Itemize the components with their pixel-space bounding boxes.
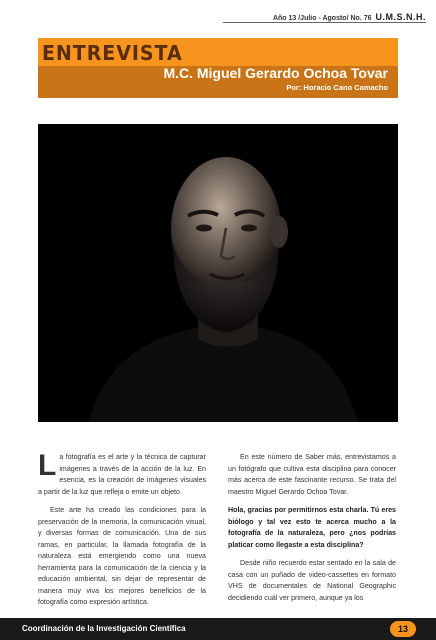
- section-title: ENTREVISTA: [42, 41, 183, 65]
- portrait-illustration: [38, 124, 398, 422]
- intro-paragraph: [38, 449, 206, 498]
- interview-question: Hola, gracias por permitirnos esta charla. Tú eres biólogo y tal vez esto te acerca mucho a la fotografía de la naturaleza, pero ¿nos podrías platicar como llegaste a esta disciplina?: [228, 506, 396, 549]
- drop-cap: L: [38, 449, 57, 482]
- portrait-photo: [38, 124, 398, 422]
- interviewee-name: M.C. Miguel Gerardo Ochoa Tovar: [163, 65, 388, 81]
- page-footer: [0, 618, 436, 640]
- left-column: [38, 449, 206, 616]
- right-column: [228, 452, 396, 611]
- title-banner: [38, 38, 398, 98]
- magazine-name: U.M.S.N.H.: [375, 12, 426, 22]
- running-header: [273, 6, 426, 22]
- body-paragraph: Este arte ha creado las condiciones para la preservación de la memoria, la comunicación visual, y diversas formas de comunicación. Una de sus ramas, en particular, la llamada fotografía de la naturaleza está emergiendo como una nueva herramienta para la comunicación de la ciencia y la educación ambiental, sin dejar de representar de manera muy viva los mejores beneficios de la fotografía como expresión artística.: [38, 506, 206, 606]
- header-rule: [223, 22, 426, 23]
- issue-info: Año 13 /Julio - Agosto/ No. 76: [272, 15, 372, 22]
- footer-text: Coordinación de la Investigación Científica: [22, 624, 186, 633]
- body-paragraph: En este número de Saber más, entrevistamos a un fotógrafo que cultiva esta disciplina para conocer más acerca de este fascinante recurso. Se trata del maestro Miguel Gerardo Ochoa Tovar.: [228, 453, 396, 496]
- intro-text: a fotografía es el arte y la técnica de capturar imágenes a través de la acción de la luz. En esencia, es la creación de imágenes visuales a partir de la luz que refleja o emite un objeto.: [38, 453, 206, 496]
- author-byline: Por: Horacio Cano Camacho: [286, 83, 388, 92]
- page-number: 13: [390, 621, 416, 637]
- interview-answer: Desde niño recuerdo estar sentado en la sala de casa con un puñado de video-cassettes en formato VHS de documentales de National Geographic decidiendo cuál ver primero, aunque ya los: [228, 559, 396, 602]
